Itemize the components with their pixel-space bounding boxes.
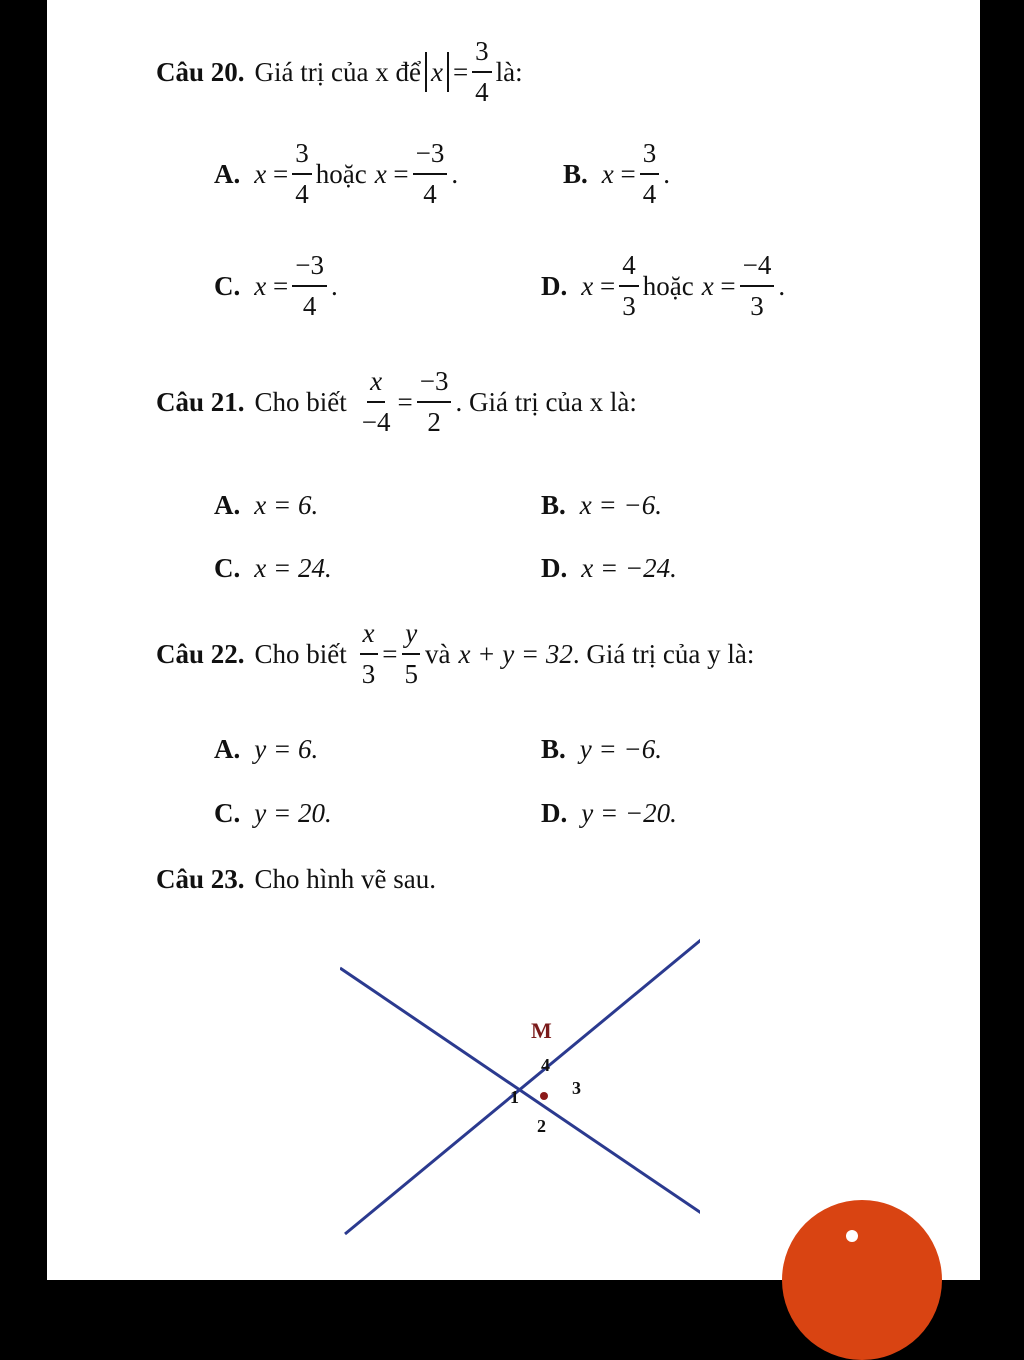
question-20-text: Giá trị của x để bbox=[254, 56, 421, 87]
question-22-tail: . Giá trị của y là: bbox=[572, 638, 755, 669]
sum-expr: x + y = 32 bbox=[458, 638, 573, 669]
numerator: 3 bbox=[292, 140, 312, 175]
option-22-d[interactable] bbox=[541, 798, 677, 829]
option-21-a[interactable] bbox=[214, 490, 318, 521]
numerator: −4 bbox=[740, 252, 775, 287]
fraction bbox=[292, 140, 312, 208]
numerator: −3 bbox=[417, 368, 452, 403]
line-1 bbox=[340, 968, 700, 1238]
fraction bbox=[417, 368, 452, 436]
var: x bbox=[701, 270, 714, 301]
numerator: 3 bbox=[640, 140, 660, 175]
denominator: 4 bbox=[642, 179, 657, 209]
option-expr: x = −6. bbox=[579, 490, 662, 520]
fraction bbox=[740, 252, 775, 320]
fraction bbox=[619, 252, 639, 320]
abs-x: x bbox=[425, 52, 449, 93]
pencil-icon bbox=[846, 1230, 858, 1242]
option-22-a[interactable] bbox=[214, 734, 318, 765]
numerator: x bbox=[367, 368, 385, 403]
question-20-label: Câu 20. bbox=[156, 56, 245, 87]
option-expr: y = −20. bbox=[581, 798, 677, 828]
option-expr: x = −24. bbox=[581, 553, 677, 583]
option-21-d[interactable] bbox=[541, 553, 677, 584]
line-2 bbox=[345, 930, 700, 1234]
denominator: 3 bbox=[622, 291, 636, 321]
question-22-text: Cho biết bbox=[254, 638, 347, 669]
option-label: A. bbox=[214, 158, 241, 189]
option-22-c[interactable] bbox=[214, 798, 332, 829]
fraction bbox=[402, 620, 422, 688]
question-20-tail: là: bbox=[495, 56, 523, 87]
option-expr: y = 6. bbox=[254, 734, 319, 764]
option-expr: x = 6. bbox=[254, 490, 319, 520]
fraction bbox=[359, 620, 379, 688]
fraction bbox=[640, 140, 660, 208]
var: x bbox=[254, 270, 267, 301]
numerator: 4 bbox=[619, 252, 639, 287]
denominator: 4 bbox=[423, 179, 437, 209]
var: x bbox=[374, 158, 387, 189]
point-m bbox=[540, 1092, 548, 1100]
question-22-label: Câu 22. bbox=[156, 638, 245, 669]
denominator: 4 bbox=[475, 77, 489, 107]
question-21-label: Câu 21. bbox=[156, 386, 245, 417]
angle-label-1: 1 bbox=[510, 1087, 519, 1107]
var: x bbox=[254, 158, 267, 189]
question-21-text: Cho biết bbox=[254, 386, 347, 417]
numerator: −3 bbox=[413, 140, 448, 175]
question-22: Câu 22. Cho biết $\frac{x}{3}$ = $\frac{y}{5}$ và x + y = 32 . Giá trị của y là: bbox=[156, 618, 755, 689]
option-label: B. bbox=[563, 158, 588, 189]
numerator: x bbox=[360, 620, 378, 655]
question-20 bbox=[156, 38, 523, 106]
angle-label-4: 4 bbox=[541, 1055, 550, 1075]
document-page bbox=[47, 0, 980, 1280]
var: x bbox=[601, 158, 614, 189]
and-word: và bbox=[425, 638, 451, 669]
intersecting-lines-figure bbox=[340, 920, 700, 1250]
fraction bbox=[413, 140, 448, 208]
angle-label-3: 3 bbox=[572, 1078, 581, 1098]
option-expr: y = 20. bbox=[254, 798, 332, 828]
question-23-label: Câu 23. bbox=[156, 864, 245, 894]
option-label: A. bbox=[214, 490, 241, 520]
denominator: 5 bbox=[404, 659, 418, 689]
option-label: C. bbox=[214, 553, 241, 583]
denominator: 3 bbox=[750, 291, 764, 321]
option-label: D. bbox=[541, 270, 568, 301]
denominator: 3 bbox=[361, 659, 376, 689]
option-20-c[interactable]: C. x = $\frac{-3}{4}$ . bbox=[214, 250, 338, 321]
or-word: hoặc bbox=[642, 270, 694, 301]
angle-label-2: 2 bbox=[537, 1116, 546, 1136]
option-label: D. bbox=[541, 553, 568, 583]
equals-sign: = bbox=[452, 56, 469, 87]
denominator: −4 bbox=[361, 407, 391, 437]
question-23 bbox=[156, 864, 436, 895]
question-21-tail: . Giá trị của x là: bbox=[455, 386, 637, 417]
denominator: 4 bbox=[295, 179, 309, 209]
option-20-d[interactable]: D. x = $\frac{4}{3}$ hoặc x = $\frac{-4}{3}$ . bbox=[541, 250, 786, 321]
fraction bbox=[359, 368, 394, 436]
fraction bbox=[292, 252, 327, 320]
floating-action-button[interactable] bbox=[782, 1200, 942, 1360]
option-label: B. bbox=[541, 734, 566, 764]
denominator: 4 bbox=[302, 291, 317, 321]
numerator: 3 bbox=[472, 38, 492, 73]
option-21-b[interactable] bbox=[541, 490, 662, 521]
numerator: −3 bbox=[292, 252, 327, 287]
option-22-b[interactable] bbox=[541, 734, 662, 765]
option-expr: y = −6. bbox=[579, 734, 662, 764]
option-expr: x = 24. bbox=[254, 553, 332, 583]
numerator: y bbox=[402, 620, 420, 655]
point-m-label: M bbox=[531, 1018, 552, 1043]
option-label: A. bbox=[214, 734, 241, 764]
option-20-b[interactable]: B. x = $\frac{3}{4}$ . bbox=[563, 138, 670, 209]
denominator: 2 bbox=[427, 407, 441, 437]
fraction bbox=[472, 38, 492, 106]
option-20-a[interactable]: A. x = $\frac{3}{4}$ hoặc x = $\frac{-3}{4}$ . bbox=[214, 138, 459, 209]
question-21: Câu 21. Cho biết $\frac{x}{-4}$ = $\frac{-3}{2}$ . Giá trị của x là: bbox=[156, 366, 637, 437]
or-word: hoặc bbox=[315, 158, 367, 189]
option-label: B. bbox=[541, 490, 566, 520]
option-label: C. bbox=[214, 270, 241, 301]
option-label: C. bbox=[214, 798, 241, 828]
question-23-text: Cho hình vẽ sau. bbox=[254, 864, 437, 894]
option-21-c[interactable] bbox=[214, 553, 332, 584]
var: x bbox=[581, 270, 594, 301]
option-label: D. bbox=[541, 798, 568, 828]
